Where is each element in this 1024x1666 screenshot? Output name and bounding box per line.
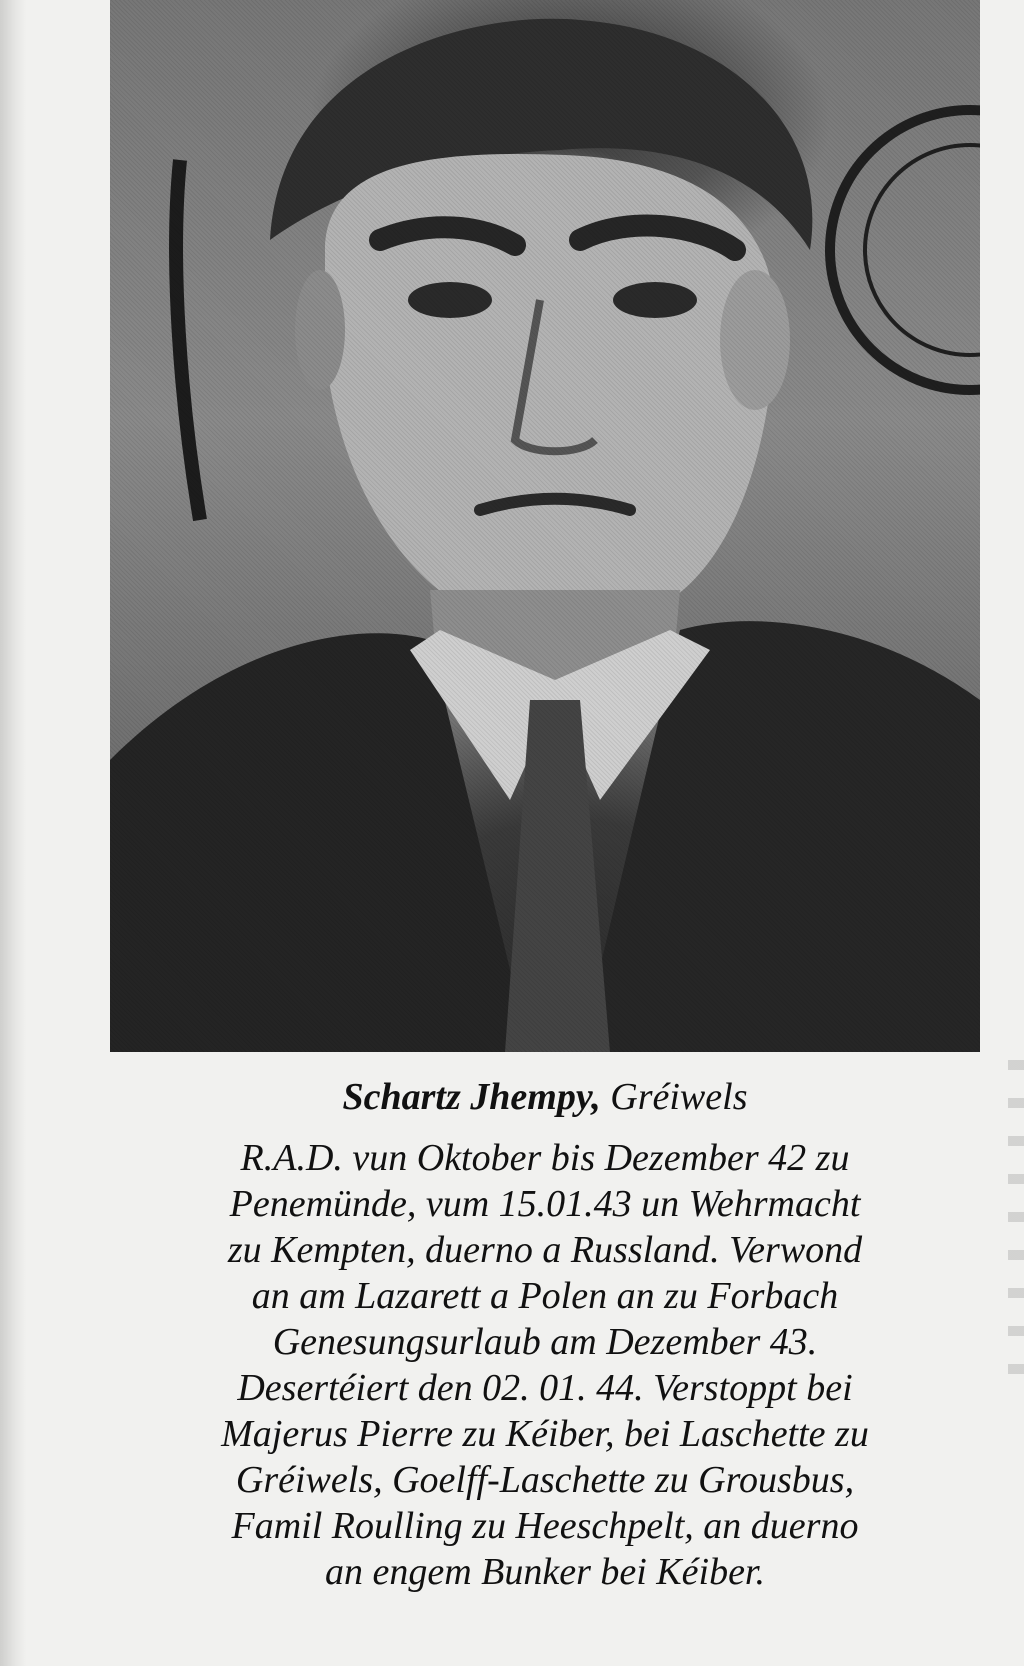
caption-body (110, 1135, 980, 1595)
facing-page-bleed (1008, 1060, 1024, 1390)
person-name: Schartz Jhempy, (342, 1076, 601, 1118)
person-place: Gréiwels (610, 1076, 748, 1118)
caption-line: Genesungsurlaub am Dezember 43. (272, 1320, 818, 1363)
page-gutter-shadow (0, 0, 26, 1666)
caption-line: R.A.D. vun Oktober bis Dezember 42 zu (240, 1136, 850, 1179)
caption-line: an am Lazarett a Polen an zu Forbach (251, 1274, 839, 1317)
photo-caption (110, 1075, 980, 1595)
portrait-photo (110, 0, 980, 1052)
caption-line: zu Kempten, duerno a Russland. Verwond (227, 1228, 863, 1271)
caption-line: Majerus Pierre zu Kéiber, bei Laschette zu (221, 1412, 869, 1455)
caption-line: Gréiwels, Goelff-Laschette zu Grousbus, (235, 1458, 855, 1501)
caption-line: Penemünde, vum 15.01.43 un Wehrmacht (229, 1182, 861, 1225)
caption-title (110, 1075, 980, 1121)
portrait-illustration (110, 0, 980, 1052)
caption-line: Desertéiert den 02. 01. 44. Verstoppt bei (237, 1366, 853, 1409)
caption-line: an engem Bunker bei Kéiber. (324, 1550, 766, 1593)
caption-line: Famil Roulling zu Heeschpelt, an duerno (231, 1504, 859, 1547)
